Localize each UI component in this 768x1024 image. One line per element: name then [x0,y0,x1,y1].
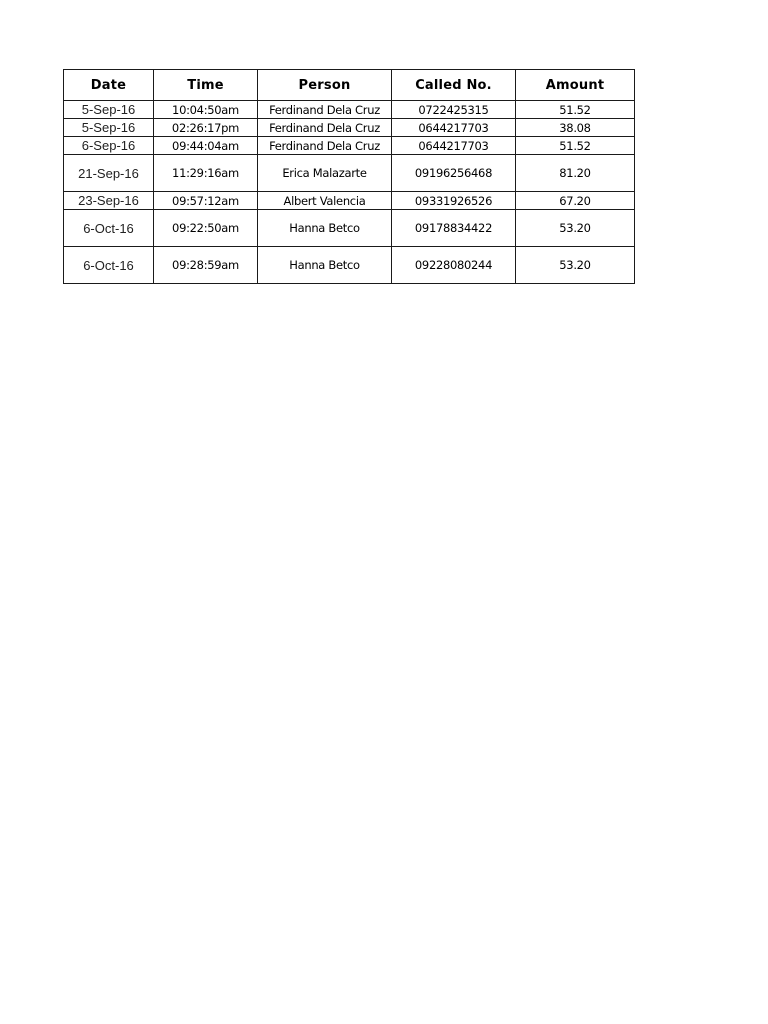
table-row [64,155,635,192]
cell-person: Erica Malazarte [258,155,392,192]
table-row [64,192,635,210]
cell-date: 21-Sep-16 [64,155,154,192]
cell-date: 6-Sep-16 [64,137,154,155]
header-called-no: Called No. [392,70,516,101]
cell-called-no: 09228080244 [392,247,516,284]
header-person: Person [258,70,392,101]
cell-amount: 38.08 [516,119,635,137]
header-amount: Amount [516,70,635,101]
cell-person: Albert Valencia [258,192,392,210]
cell-called-no: 0722425315 [392,101,516,119]
cell-date: 6-Oct-16 [64,247,154,284]
table-row [64,101,635,119]
table-row [64,137,635,155]
header-row [64,70,635,101]
cell-person: Hanna Betco [258,210,392,247]
table-body [64,101,635,284]
cell-person: Ferdinand Dela Cruz [258,119,392,137]
cell-called-no: 09331926526 [392,192,516,210]
cell-person: Ferdinand Dela Cruz [258,137,392,155]
table-row [64,210,635,247]
cell-time: 11:29:16am [154,155,258,192]
header-date: Date [64,70,154,101]
cell-amount: 53.20 [516,247,635,284]
cell-date: 5-Sep-16 [64,101,154,119]
cell-person: Hanna Betco [258,247,392,284]
cell-called-no: 0644217703 [392,137,516,155]
cell-time: 09:44:04am [154,137,258,155]
cell-time: 09:22:50am [154,210,258,247]
header-time: Time [154,70,258,101]
cell-time: 09:28:59am [154,247,258,284]
cell-amount: 81.20 [516,155,635,192]
call-log-table [63,69,635,284]
cell-called-no: 09196256468 [392,155,516,192]
table-row [64,119,635,137]
cell-amount: 51.52 [516,137,635,155]
cell-time: 02:26:17pm [154,119,258,137]
cell-date: 23-Sep-16 [64,192,154,210]
table-row [64,247,635,284]
cell-time: 10:04:50am [154,101,258,119]
cell-date: 6-Oct-16 [64,210,154,247]
cell-amount: 67.20 [516,192,635,210]
cell-called-no: 09178834422 [392,210,516,247]
cell-time: 09:57:12am [154,192,258,210]
table-header [64,70,635,101]
cell-called-no: 0644217703 [392,119,516,137]
cell-amount: 53.20 [516,210,635,247]
cell-person: Ferdinand Dela Cruz [258,101,392,119]
cell-date: 5-Sep-16 [64,119,154,137]
cell-amount: 51.52 [516,101,635,119]
